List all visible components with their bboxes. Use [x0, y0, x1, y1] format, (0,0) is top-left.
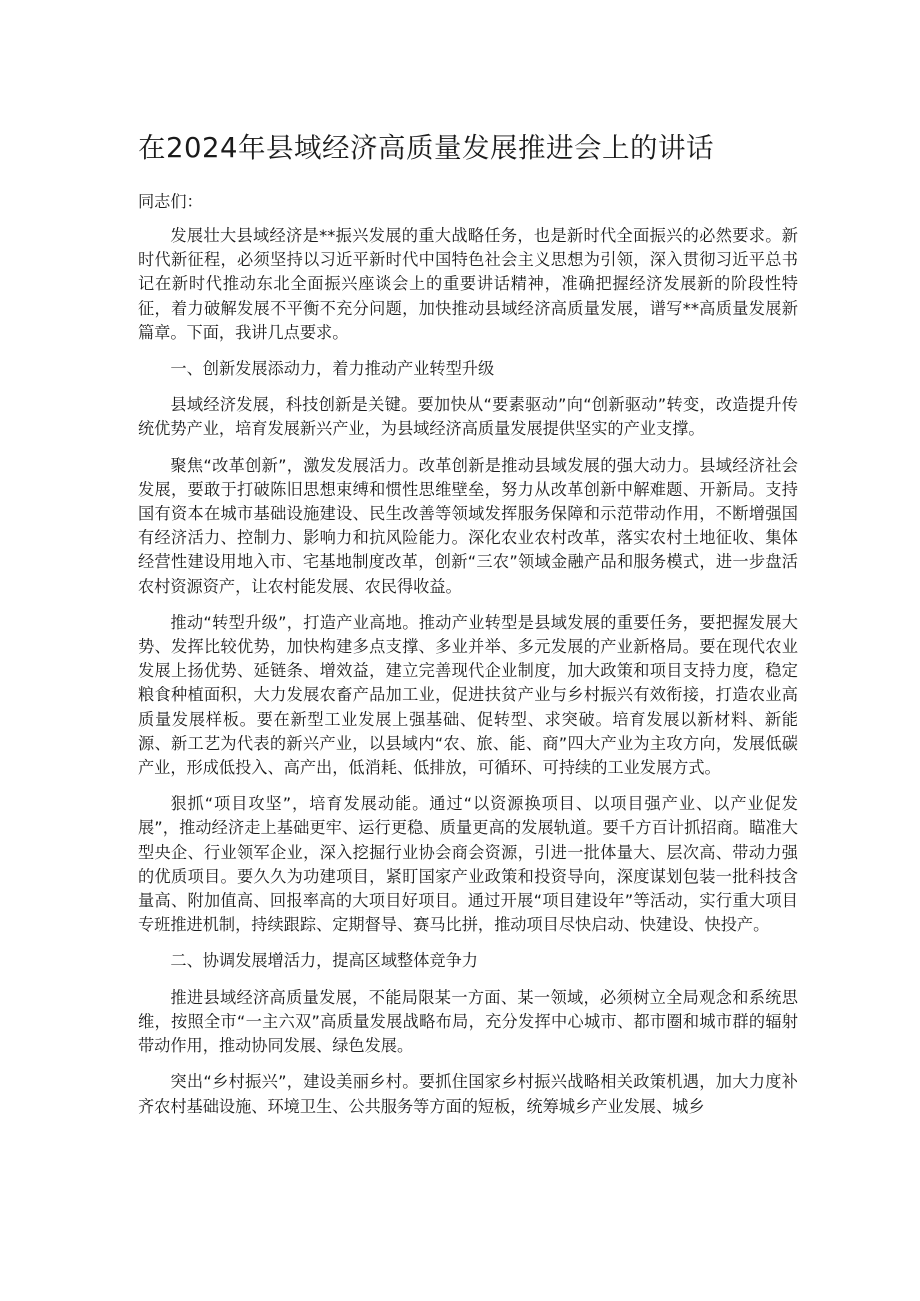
section2-paragraph-1: 推进县域经济高质量发展，不能局限某一方面、某一领域，必须树立全局观念和系统思维，按照全市“一主六双”高质量发展战略布局，充分发挥中心城市、都市圈和城市群的辐射带动作用，推动协同发展、绿色发展。 [138, 987, 798, 1056]
section2-paragraph-2: 突出“乡村振兴”，建设美丽乡村。要抓住国家乡村振兴战略相关政策机遇，加大力度补齐农村基础设施、环境卫生、公共服务等方面的短板，统筹城乡产业发展、城乡 [138, 1072, 798, 1116]
document-body [138, 128, 798, 1131]
section1-paragraph-1: 县域经济发展，科技创新是关键。要加快从“要素驱动”向“创新驱动”转变，改造提升传统优势产业，培育发展新兴产业，为县域经济高质量发展提供坚实的产业支撑。 [138, 395, 798, 439]
section1-paragraph-4: 狠抓“项目攻坚”，培育发展动能。通过“以资源换项目、以项目强产业、以产业促发展”，推动经济走上基础更牢、运行更稳、质量更高的发展轨道。要千方百计抓招商。瞄准大型央企、行业领军企业，深入挖掘行业协会商会资源，引进一批体量大、层次高、带动力强的优质项目。要久久为功建项目，紧盯国家产业政策和投资导向，深度谋划包装一批科技含量高、附加值高、回报率高的大项目好项目。通过开展“项目建设年”等活动，实行重大项目专班推进机制，持续跟踪、定期督导、赛马比拼，推动项目尽快启动、快建设、快投产。 [138, 794, 798, 935]
section1-paragraph-3: 推动“转型升级”，打造产业高地。推动产业转型是县域发展的重要任务，要把握发展大势、发挥比较优势，加快构建多点支撑、多业并举、多元发展的产业新格局。要在现代农业发展上扬优势、延链条、增效益，建立完善现代企业制度，加大政策和项目支持力度，稳定粮食种植面积，大力发展农畜产品加工业，促进扶贫产业与乡村振兴有效衔接，打造农业高质量发展样板。要在新型工业发展上强基础、促转型、求突破。培育发展以新材料、新能源、新工艺为代表的新兴产业，以县域内“农、旅、能、商”四大产业为主攻方向，发展低碳产业，形成低投入、高产出，低消耗、低排放，可循环、可持续的工业发展方式。 [138, 612, 798, 778]
section-heading-2: 二、协调发展增活力，提高区域整体竞争力 [170, 951, 478, 971]
document-title: 在2024年县域经济高质量发展推进会上的讲话 [138, 132, 714, 164]
section1-paragraph-2: 聚焦“改革创新”，激发发展活力。改革创新是推动县域发展的强大动力。县域经济社会发展，要敢于打破陈旧思想束缚和惯性思维壁垒，努力从改革创新中解难题、开新局。支持国有资本在城市基础设施建设、民生改善等领域发挥服务保障和示范带动作用，不断增强国有经济活力、控制力、影响力和抗风险能力。深化农业农村改革，落实农村土地征收、集体经营性建设用地入市、宅基地制度改革，创新“三农”领域金融产品和服务模式，进一步盘活农村资源资产，让农村能发展、农民得收益。 [138, 455, 798, 596]
section-heading-1: 一、创新发展添动力，着力推动产业转型升级 [170, 359, 495, 379]
intro-paragraph: 发展壮大县域经济是**振兴发展的重大战略任务，也是新时代全面振兴的必然要求。新时代新征程，必须坚持以习近平新时代中国特色社会主义思想为引领，深入贯彻习近平总书记在新时代推动东北全面振兴座谈会上的重要讲话精神，准确把握经济发展新的阶段性特征，着力破解发展不平衡不充分问题，加快推动县域经济高质量发展，谱写**高质量发展新篇章。下面，我讲几点要求。 [138, 226, 798, 342]
salutation: 同志们： [138, 192, 203, 211]
